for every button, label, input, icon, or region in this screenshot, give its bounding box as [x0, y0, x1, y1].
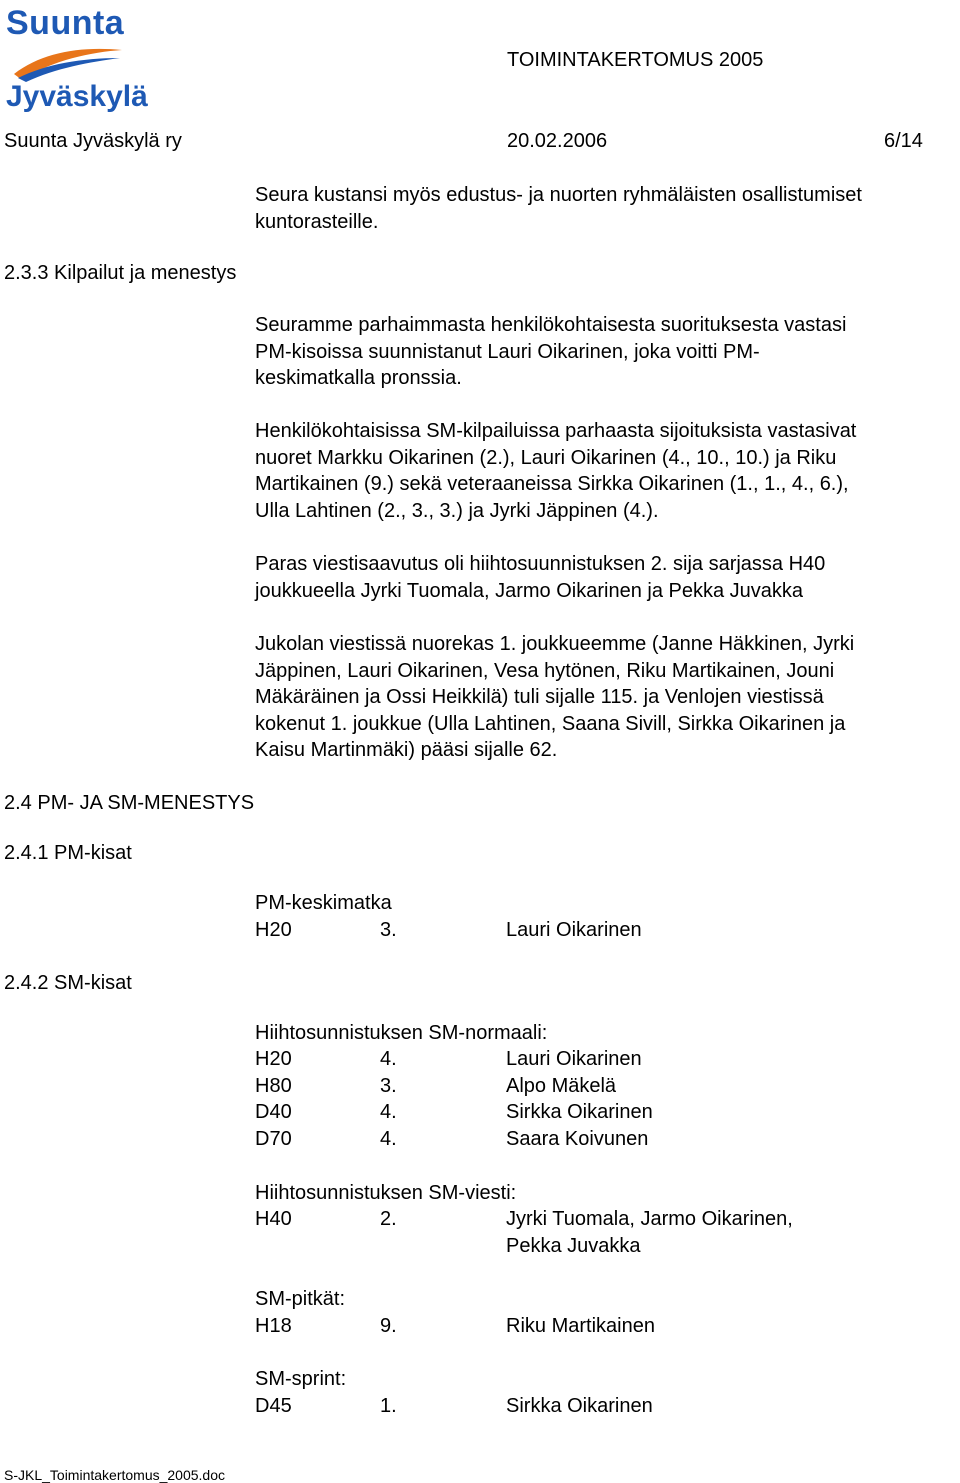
results-title-hs-viesti: Hiihtosunnistuksen SM-viesti: — [255, 1182, 517, 1204]
result-name: Lauri Oikarinen — [506, 1048, 642, 1070]
result-class: H20 — [255, 1048, 292, 1070]
result-place: 9. — [380, 1315, 397, 1337]
paragraph-line: Kaisu Martinmäki) pääsi sijalle 62. — [255, 739, 558, 761]
result-name: Sirkka Oikarinen — [506, 1101, 653, 1123]
logo-swoosh-icon — [12, 44, 124, 82]
org-name: Suunta Jyväskylä ry — [4, 130, 182, 152]
result-name: Lauri Oikarinen — [506, 919, 642, 941]
result-name: Saara Koivunen — [506, 1128, 649, 1150]
paragraph-line: PM-kisoissa suunnistanut Lauri Oikarinen, joka voitti PM- — [255, 340, 760, 363]
result-place: 3. — [380, 919, 397, 941]
section-heading-kilpailut: 2.3.3 Kilpailut ja menestys — [4, 262, 237, 284]
result-class: H80 — [255, 1075, 292, 1097]
section-heading-pm-sm: 2.4 PM- JA SM-MENESTYS — [4, 792, 255, 814]
result-class: H18 — [255, 1315, 292, 1337]
result-name: Pekka Juvakka — [506, 1235, 641, 1257]
result-class: D40 — [255, 1101, 292, 1123]
results-title-hs-normaali: Hiihtosunnistuksen SM-normaali: — [255, 1022, 548, 1044]
result-name: Alpo Mäkelä — [506, 1075, 617, 1097]
paragraph-jukola — [255, 631, 854, 764]
paragraph-line: Henkilökohtaisissa SM-kilpailuissa parhaasta sijoituksista vastasivat — [255, 420, 857, 442]
result-place: 4. — [380, 1101, 397, 1123]
report-title: TOIMINTAKERTOMUS 2005 — [507, 49, 764, 71]
result-class: D45 — [255, 1395, 292, 1417]
section-heading-sm-kisat: 2.4.2 SM-kisat — [4, 972, 132, 994]
footer-filename: S-JKL_Toimintakertomus_2005.doc — [4, 1467, 226, 1483]
logo-text-jyvaskyla: Jyväskylä — [6, 80, 148, 113]
paragraph-line: kokenut 1. joukkue (Ulla Lahtinen, Saana Sivill, Sirkka Oikarinen ja — [255, 712, 846, 735]
logo-text-suunta: Suunta — [6, 4, 125, 42]
result-class: H40 — [255, 1208, 292, 1230]
paragraph-line: Jukolan viestissä nuorekas 1. joukkueemme (Janne Häkkinen, Jyrki — [255, 633, 855, 655]
result-name: Sirkka Oikarinen — [506, 1395, 653, 1417]
paragraph-line: nuoret Markku Oikarinen (2.), Lauri Oikarinen (4., 10., 10.) ja Riku — [255, 446, 837, 469]
result-place: 2. — [380, 1208, 397, 1230]
paragraph-line: keskimatkalla pronssia. — [255, 367, 462, 389]
result-place: 4. — [380, 1128, 397, 1150]
paragraph-line: Martikainen (9.) sekä veteraaneissa Sirkka Oikarinen (1., 1., 4., 6.), — [255, 473, 849, 495]
paragraph-line: Ulla Lahtinen (2., 3., 3.) ja Jyrki Jäppinen (4.). — [255, 499, 659, 522]
result-class: D70 — [255, 1128, 292, 1150]
results-title-pm-keskimatka: PM-keskimatka — [255, 892, 392, 914]
result-place: 3. — [380, 1075, 397, 1097]
result-place: 4. — [380, 1048, 397, 1070]
results-title-sm-sprint: SM-sprint: — [255, 1368, 347, 1390]
paragraph-kuntorastit — [255, 182, 862, 235]
page-number: 6/14 — [884, 130, 923, 152]
paragraph-line: Paras viestisaavutus oli hiihtosuunnistuksen 2. sija sarjassa H40 — [255, 553, 826, 575]
paragraph-line: joukkueella Jyrki Tuomala, Jarmo Oikarinen ja Pekka Juvakka — [255, 579, 804, 602]
paragraph-line: Seura kustansi myös edustus- ja nuorten ryhmäläisten osallistumiset — [255, 184, 862, 206]
result-name: Riku Martikainen — [506, 1315, 655, 1337]
suunta-logo — [4, 4, 148, 122]
results-title-sm-pitkat: SM-pitkät: — [255, 1288, 346, 1310]
paragraph-pm-pronssi — [255, 312, 846, 392]
document-date: 20.02.2006 — [507, 130, 608, 152]
result-place: 1. — [380, 1395, 397, 1417]
paragraph-line: kuntorasteille. — [255, 210, 379, 233]
paragraph-viestisaavutus — [255, 551, 825, 604]
paragraph-line: Jäppinen, Lauri Oikarinen, Vesa hytönen, Riku Martikainen, Jouni — [255, 659, 835, 682]
paragraph-line: Mäkäräinen ja Ossi Heikkilä) tuli sijalle 115. ja Venlojen viestissä — [255, 686, 824, 708]
result-name: Jyrki Tuomala, Jarmo Oikarinen, — [506, 1208, 793, 1230]
paragraph-line: Seuramme parhaimmasta henkilökohtaisesta suorituksesta vastasi — [255, 314, 847, 336]
paragraph-sm-sijoitukset — [255, 418, 856, 524]
section-heading-pm-kisat: 2.4.1 PM-kisat — [4, 842, 132, 864]
result-class: H20 — [255, 919, 292, 941]
